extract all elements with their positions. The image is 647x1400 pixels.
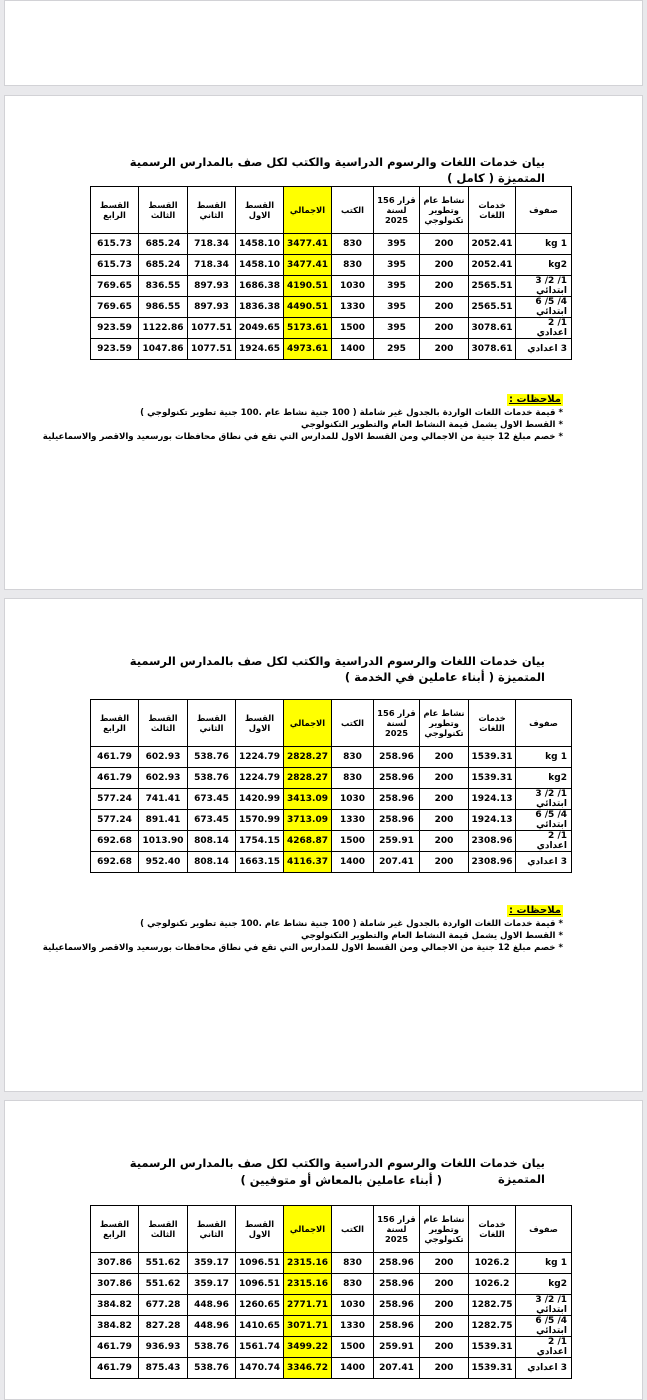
note-item: * خصم مبلغ 12 جنية من الاجمالي ومن القسط الاول للمدارس التي تقع في نطاق محافظات بورسعيد والاقصر والاسماعيلية (23, 431, 563, 443)
cell-books: 1500 (332, 831, 374, 852)
header-languages: خدمات اللغات (469, 187, 516, 234)
cell-total: 3071.71 (284, 1316, 332, 1337)
cell-grade: 4/ 5/ 6 ابتدائي (516, 1316, 572, 1337)
cell-books: 830 (332, 234, 374, 255)
section-title: بيان خدمات اللغات والرسوم الدراسية والكتب لكل صف بالمدارس الرسمية المتميزة ( أبناء عاملين في الخدمة ) (129, 654, 545, 684)
cell-decree: 395 (374, 276, 420, 297)
cell-inst4: 461.79 (91, 1358, 139, 1379)
table-row (91, 747, 572, 768)
header-inst4: القسط الرابع (91, 187, 139, 234)
cell-inst1: 1420.99 (236, 789, 284, 810)
cell-inst2: 538.76 (188, 747, 236, 768)
cell-books: 1400 (332, 1358, 374, 1379)
header-activity: نشاط عام وتطوير تكنولوجي (420, 700, 469, 747)
table-row (91, 339, 572, 360)
cell-languages: 1026.2 (469, 1274, 516, 1295)
cell-books: 1030 (332, 276, 374, 297)
table-row (91, 1253, 572, 1274)
table-row (91, 852, 572, 873)
cell-decree: 259.91 (374, 831, 420, 852)
cell-inst4: 769.65 (91, 297, 139, 318)
section-title: بيان خدمات اللغات والرسوم الدراسية والكتب لكل صف بالمدارس الرسمية المتميزة ( كامل ) (129, 155, 545, 185)
cell-inst1: 1458.10 (236, 255, 284, 276)
cell-inst2: 718.34 (188, 255, 236, 276)
cell-inst2: 897.93 (188, 276, 236, 297)
table-header-row (91, 187, 572, 234)
cell-inst3: 1047.86 (139, 339, 188, 360)
header-inst1: القسط الاول (236, 187, 284, 234)
cell-languages: 1282.75 (469, 1295, 516, 1316)
table-row (91, 276, 572, 297)
cell-grade: kg 1 (516, 1253, 572, 1274)
cell-inst2: 538.76 (188, 768, 236, 789)
table-header-row (91, 1206, 572, 1253)
cell-inst3: 551.62 (139, 1253, 188, 1274)
cell-grade: 1/ 2/ 3 ابتدائي (516, 276, 572, 297)
cell-languages: 1539.31 (469, 1358, 516, 1379)
cell-decree: 395 (374, 255, 420, 276)
notes-block (23, 905, 563, 954)
notes-block (23, 394, 563, 443)
cell-decree: 258.96 (374, 1316, 420, 1337)
cell-activity: 200 (420, 1337, 469, 1358)
cell-total: 5173.61 (284, 318, 332, 339)
cell-inst4: 461.79 (91, 1337, 139, 1358)
header-inst3: القسط الثالث (139, 187, 188, 234)
table-row (91, 234, 572, 255)
cell-activity: 200 (420, 789, 469, 810)
cell-total: 2315.16 (284, 1274, 332, 1295)
cell-inst1: 1260.65 (236, 1295, 284, 1316)
cell-activity: 200 (420, 747, 469, 768)
note-item: * القسط الاول يشمل قيمة النشاط العام والتطوير التكنولوجي (23, 930, 563, 942)
cell-books: 830 (332, 768, 374, 789)
cell-inst4: 692.68 (91, 831, 139, 852)
cell-decree: 395 (374, 318, 420, 339)
cell-languages: 1924.13 (469, 789, 516, 810)
cell-languages: 2565.51 (469, 276, 516, 297)
header-inst3: القسط الثالث (139, 1206, 188, 1253)
table-row (91, 1274, 572, 1295)
cell-total: 2828.27 (284, 747, 332, 768)
cell-grade: 1/ 2 اعدادي (516, 1337, 572, 1358)
cell-inst1: 1924.65 (236, 339, 284, 360)
cell-grade: kg2 (516, 1274, 572, 1295)
cell-inst1: 1561.74 (236, 1337, 284, 1358)
table-row (91, 318, 572, 339)
cell-inst4: 923.59 (91, 339, 139, 360)
header-grades: صفوف (516, 700, 572, 747)
cell-activity: 200 (420, 810, 469, 831)
header-inst3: القسط الثالث (139, 700, 188, 747)
cell-inst4: 692.68 (91, 852, 139, 873)
header-inst1: القسط الاول (236, 1206, 284, 1253)
header-books: الكتب (332, 1206, 374, 1253)
cell-inst4: 769.65 (91, 276, 139, 297)
section-title: بيان خدمات اللغات والرسوم الدراسية والكتب لكل صف بالمدارس الرسمية المتميزة (129, 1156, 545, 1186)
cell-books: 1330 (332, 810, 374, 831)
cell-inst3: 685.24 (139, 234, 188, 255)
cell-total: 2315.16 (284, 1253, 332, 1274)
cell-books: 1400 (332, 852, 374, 873)
cell-inst3: 602.93 (139, 747, 188, 768)
cell-activity: 200 (420, 768, 469, 789)
cell-books: 830 (332, 255, 374, 276)
document-page-employees-fees (4, 598, 643, 1092)
cell-inst4: 461.79 (91, 768, 139, 789)
table-row (91, 255, 572, 276)
document-page-retired-fees (4, 1100, 643, 1400)
header-languages: خدمات اللغات (469, 700, 516, 747)
cell-inst2: 673.45 (188, 810, 236, 831)
cell-books: 1330 (332, 297, 374, 318)
cell-grade: 4/ 5/ 6 ابتدائي (516, 810, 572, 831)
cell-total: 4190.51 (284, 276, 332, 297)
cell-grade: 3 اعدادي (516, 339, 572, 360)
cell-total: 4116.37 (284, 852, 332, 873)
table-row (91, 768, 572, 789)
cell-inst3: 836.55 (139, 276, 188, 297)
document-page-top (4, 0, 643, 86)
cell-books: 1500 (332, 318, 374, 339)
cell-activity: 200 (420, 339, 469, 360)
cell-books: 1330 (332, 1316, 374, 1337)
cell-grade: 1/ 2 اعدادي (516, 831, 572, 852)
table-row (91, 1337, 572, 1358)
document-page-full-fees (4, 95, 643, 590)
cell-decree: 395 (374, 234, 420, 255)
header-total: الاجمالي (284, 187, 332, 234)
cell-activity: 200 (420, 852, 469, 873)
fees-table-employees (90, 699, 572, 873)
cell-inst3: 551.62 (139, 1274, 188, 1295)
cell-inst1: 1570.99 (236, 810, 284, 831)
cell-activity: 200 (420, 831, 469, 852)
cell-inst1: 1224.79 (236, 768, 284, 789)
cell-inst2: 718.34 (188, 234, 236, 255)
cell-books: 830 (332, 1274, 374, 1295)
cell-decree: 258.96 (374, 768, 420, 789)
cell-languages: 2052.41 (469, 234, 516, 255)
cell-activity: 200 (420, 1253, 469, 1274)
cell-total: 3477.41 (284, 255, 332, 276)
cell-languages: 2052.41 (469, 255, 516, 276)
header-inst4: القسط الرابع (91, 700, 139, 747)
notes-heading: ملاحظات : (508, 905, 561, 916)
header-activity: نشاط عام وتطوير تكنولوجي (420, 187, 469, 234)
cell-inst3: 741.41 (139, 789, 188, 810)
cell-inst2: 448.96 (188, 1295, 236, 1316)
cell-inst2: 538.76 (188, 1337, 236, 1358)
cell-total: 2828.27 (284, 768, 332, 789)
cell-activity: 200 (420, 318, 469, 339)
note-item: * قيمة خدمات اللغات الواردة بالجدول غير شاملة ( 100 جنية نشاط عام .100 جنية تطوير تكنولوجي ) (23, 407, 563, 419)
cell-total: 3477.41 (284, 234, 332, 255)
header-activity: نشاط عام وتطوير تكنولوجي (420, 1206, 469, 1253)
cell-languages: 1539.31 (469, 1337, 516, 1358)
cell-inst3: 952.40 (139, 852, 188, 873)
cell-inst1: 1224.79 (236, 747, 284, 768)
cell-inst1: 1096.51 (236, 1253, 284, 1274)
cell-grade: 1/ 2/ 3 ابتدائي (516, 789, 572, 810)
cell-grade: 1/ 2 اعدادي (516, 318, 572, 339)
note-item: * القسط الاول يشمل قيمة النشاط العام والتطوير التكنولوجي (23, 419, 563, 431)
cell-activity: 200 (420, 234, 469, 255)
cell-activity: 200 (420, 1358, 469, 1379)
cell-languages: 1924.13 (469, 810, 516, 831)
cell-activity: 200 (420, 297, 469, 318)
header-books: الكتب (332, 700, 374, 747)
cell-inst3: 827.28 (139, 1316, 188, 1337)
cell-inst4: 307.86 (91, 1253, 139, 1274)
table-row (91, 1358, 572, 1379)
cell-inst4: 577.24 (91, 789, 139, 810)
cell-inst3: 936.93 (139, 1337, 188, 1358)
cell-inst4: 923.59 (91, 318, 139, 339)
cell-inst4: 615.73 (91, 234, 139, 255)
cell-languages: 1026.2 (469, 1253, 516, 1274)
cell-inst1: 1686.38 (236, 276, 284, 297)
cell-inst2: 808.14 (188, 831, 236, 852)
cell-inst2: 897.93 (188, 297, 236, 318)
cell-inst4: 615.73 (91, 255, 139, 276)
cell-activity: 200 (420, 276, 469, 297)
cell-total: 3346.72 (284, 1358, 332, 1379)
cell-inst4: 384.82 (91, 1295, 139, 1316)
cell-languages: 1539.31 (469, 747, 516, 768)
cell-inst2: 673.45 (188, 789, 236, 810)
cell-inst1: 2049.65 (236, 318, 284, 339)
note-item: * خصم مبلغ 12 جنية من الاجمالي ومن القسط الاول للمدارس التي تقع في نطاق محافظات بورسعيد والاقصر والاسماعيلية (23, 942, 563, 954)
cell-grade: 1/ 2/ 3 ابتدائي (516, 1295, 572, 1316)
cell-inst1: 1470.74 (236, 1358, 284, 1379)
header-inst2: القسط الثاني (188, 700, 236, 747)
cell-books: 830 (332, 747, 374, 768)
cell-inst2: 1077.51 (188, 318, 236, 339)
cell-books: 830 (332, 1253, 374, 1274)
cell-decree: 258.96 (374, 1274, 420, 1295)
cell-total: 3713.09 (284, 810, 332, 831)
cell-languages: 1282.75 (469, 1316, 516, 1337)
cell-activity: 200 (420, 1316, 469, 1337)
header-total: الاجمالي (284, 1206, 332, 1253)
cell-total: 4973.61 (284, 339, 332, 360)
cell-languages: 1539.31 (469, 768, 516, 789)
cell-inst2: 538.76 (188, 1358, 236, 1379)
cell-languages: 3078.61 (469, 339, 516, 360)
header-languages: خدمات اللغات (469, 1206, 516, 1253)
cell-decree: 258.96 (374, 1253, 420, 1274)
cell-books: 1030 (332, 789, 374, 810)
header-inst1: القسط الاول (236, 700, 284, 747)
header-inst2: القسط الثاني (188, 1206, 236, 1253)
cell-grade: kg2 (516, 255, 572, 276)
cell-total: 3499.22 (284, 1337, 332, 1358)
section-subtitle: ( أبناء عاملين بالمعاش أو متوفيين ) (240, 1173, 442, 1187)
cell-decree: 395 (374, 297, 420, 318)
cell-total: 4268.87 (284, 831, 332, 852)
cell-languages: 2308.96 (469, 852, 516, 873)
cell-books: 1400 (332, 339, 374, 360)
cell-inst3: 602.93 (139, 768, 188, 789)
table-row (91, 810, 572, 831)
table-row (91, 789, 572, 810)
cell-decree: 295 (374, 339, 420, 360)
cell-inst1: 1836.38 (236, 297, 284, 318)
header-decree: قرار 156 لسنة 2025 (374, 187, 420, 234)
cell-inst1: 1754.15 (236, 831, 284, 852)
cell-books: 1030 (332, 1295, 374, 1316)
cell-inst4: 577.24 (91, 810, 139, 831)
cell-inst3: 677.28 (139, 1295, 188, 1316)
cell-decree: 258.96 (374, 747, 420, 768)
cell-inst2: 359.17 (188, 1253, 236, 1274)
cell-languages: 2308.96 (469, 831, 516, 852)
fees-table-full (90, 186, 572, 360)
cell-total: 2771.71 (284, 1295, 332, 1316)
table-header-row (91, 700, 572, 747)
cell-inst4: 461.79 (91, 747, 139, 768)
cell-grade: 3 اعدادي (516, 1358, 572, 1379)
header-grades: صفوف (516, 1206, 572, 1253)
header-grades: صفوف (516, 187, 572, 234)
header-decree: قرار 156 لسنة 2025 (374, 1206, 420, 1253)
table-row (91, 1316, 572, 1337)
cell-decree: 259.91 (374, 1337, 420, 1358)
cell-inst2: 1077.51 (188, 339, 236, 360)
cell-inst4: 384.82 (91, 1316, 139, 1337)
cell-inst1: 1096.51 (236, 1274, 284, 1295)
note-item: * قيمة خدمات اللغات الواردة بالجدول غير شاملة ( 100 جنية نشاط عام .100 جنية تطوير تكنولوجي ) (23, 918, 563, 930)
header-decree: قرار 156 لسنة 2025 (374, 700, 420, 747)
header-inst4: القسط الرابع (91, 1206, 139, 1253)
cell-languages: 3078.61 (469, 318, 516, 339)
cell-inst3: 986.55 (139, 297, 188, 318)
notes-heading: ملاحظات : (508, 394, 561, 405)
cell-grade: 3 اعدادي (516, 852, 572, 873)
cell-books: 1500 (332, 1337, 374, 1358)
cell-inst2: 808.14 (188, 852, 236, 873)
cell-total: 4490.51 (284, 297, 332, 318)
cell-inst3: 1013.90 (139, 831, 188, 852)
cell-inst3: 875.43 (139, 1358, 188, 1379)
cell-grade: kg 1 (516, 747, 572, 768)
table-row (91, 831, 572, 852)
cell-activity: 200 (420, 255, 469, 276)
cell-decree: 207.41 (374, 852, 420, 873)
cell-decree: 258.96 (374, 789, 420, 810)
cell-inst4: 307.86 (91, 1274, 139, 1295)
cell-activity: 200 (420, 1295, 469, 1316)
cell-inst2: 448.96 (188, 1316, 236, 1337)
cell-decree: 258.96 (374, 1295, 420, 1316)
cell-inst2: 359.17 (188, 1274, 236, 1295)
cell-grade: kg 1 (516, 234, 572, 255)
table-row (91, 297, 572, 318)
cell-grade: 4/ 5/ 6 ابتدائي (516, 297, 572, 318)
cell-decree: 258.96 (374, 810, 420, 831)
header-total: الاجمالي (284, 700, 332, 747)
cell-languages: 2565.51 (469, 297, 516, 318)
cell-inst1: 1410.65 (236, 1316, 284, 1337)
cell-decree: 207.41 (374, 1358, 420, 1379)
cell-grade: kg2 (516, 768, 572, 789)
header-books: الكتب (332, 187, 374, 234)
table-row (91, 1295, 572, 1316)
cell-inst1: 1458.10 (236, 234, 284, 255)
fees-table-retired (90, 1205, 572, 1379)
cell-inst3: 685.24 (139, 255, 188, 276)
cell-inst3: 1122.86 (139, 318, 188, 339)
header-inst2: القسط الثاني (188, 187, 236, 234)
cell-total: 3413.09 (284, 789, 332, 810)
cell-inst3: 891.41 (139, 810, 188, 831)
cell-inst1: 1663.15 (236, 852, 284, 873)
cell-activity: 200 (420, 1274, 469, 1295)
